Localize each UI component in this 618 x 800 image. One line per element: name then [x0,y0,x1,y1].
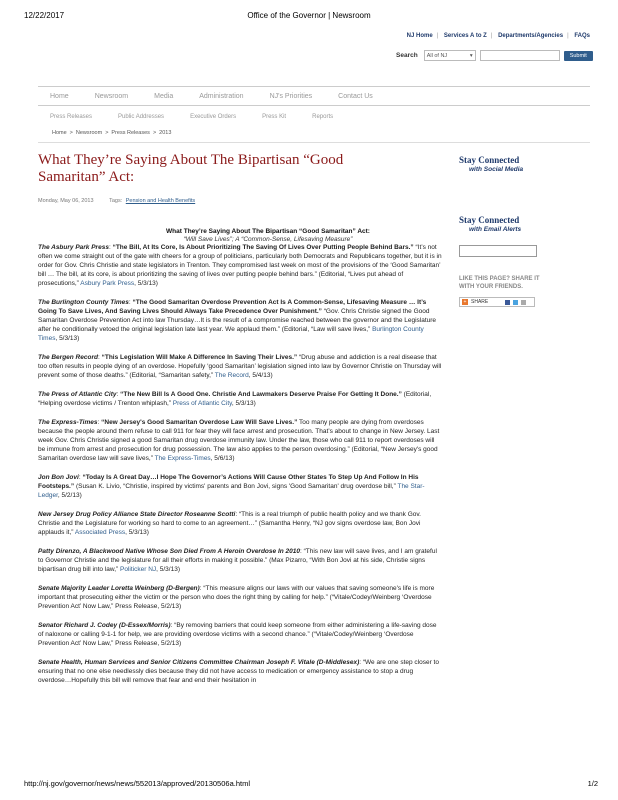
subnav-public-addresses[interactable]: Public Addresses [118,114,165,120]
print-title: Office of the Governor | Newsroom [247,11,371,20]
breadcrumb-newsroom[interactable]: Newsroom [75,130,103,136]
share-prompt: LIKE THIS PAGE? SHARE IT WITH YOUR FRIENDS. [459,276,540,290]
search-scope-value: All of NJ [426,52,448,59]
quote-paragraph: Jon Bon Jovi: “Today Is A Great Day…I Hope The Governor’s Actions Will Cause Other States To Step Up And Follow In His Footsteps.” (Susan K. Livio, “Christie, inspired by victims' parents and Bon Jovi, signs 'Good Samaritan' drug overdose bill,” The Star-Ledger, 5/2/13) [38,474,425,499]
quote-source: Patty Direnzo, A Blackwood Native Whose Son Died From A Heroin Overdose In 2010 [38,548,300,555]
divider [38,142,590,143]
quote-citation-date: , 5/4/13) [248,372,273,379]
subnav-executive-orders[interactable]: Executive Orders [190,114,237,120]
quote-source: The Press of Atlantic City [38,391,117,398]
article-body [38,221,443,685]
quote-source: Jon Bon Jovi [38,474,79,481]
quote-source: Senate Health, Human Services and Senior Citizens Committee Chairman Joseph F. Vitale (D-Middlesex) [38,659,360,666]
quote-headline: “This Legislation Will Make A Difference In Saving Their Lives.” [101,354,298,361]
source-link[interactable]: Asbury Park Press [80,280,135,287]
twitter-icon [513,300,518,305]
quote-headline: “The New Bill Is A Good One. Christie And Lawmakers Deserve Praise For Getting It Done.” [120,391,402,398]
source-link[interactable]: Politicker NJ [120,566,157,573]
quote-citation-date: , 5/3/13) [134,280,158,287]
quote-paragraph: The Press of Atlantic City: “The New Bill Is A Good One. Christie And Lawmakers Deserve Praise For Getting It Done.” (Editorial, “Helping overdose victims / Trenton whiplash,” Press of Atlantic City, 5/3/13) [38,391,432,407]
util-link-departments[interactable]: Departments/Agencies [498,33,564,39]
quote-paragraph: New Jersey Drug Policy Alliance State Director Roseanne Scotti: “This is a real triumph of public health policy and we thank Gov. Christie and the Legislature for working so hard to come to an agreement…” (Samantha Henry, “NJ gov signs overdose law, Bon Jovi applauds it,” Associated Press, 5/3/13) [38,511,421,536]
quote-paragraph: Senate Majority Leader Loretta Weinberg (D-Bergen): “This measure aligns our laws with our values that saving someone's life is more important that prosecuting either the victim or the person who does the right thing by calling for help.” (“Vitale/Codey/Weinberg ‘Overdose Prevention Act’ Now Law,” Press Release, 5/2/13) [38,585,435,610]
print-date: 12/22/2017 [24,11,65,20]
utility-nav [407,33,590,39]
quote-body: “Drug abuse and addiction is a real disease that too often results in people dying of an overdose. Hopefully ‘good Samaritan’ legislation signed into law by Governor Christie on Thursday will prevent some of those deaths.” (Editorial, “Samaritan safety,” [38,354,442,379]
separator: | [567,33,569,39]
quote-headline: “Today Is A Great Day…I Hope The Governor’s Actions Will Cause Other States To Step Up And Follow In His Footsteps.” [38,474,419,490]
quote-body: “This new law will save lives, and I am grateful to Governor Christie and the legislature for all their efforts in making it possible.” (Max Pizarro, “With Bon Jovi at his side, Christie signs bipartisan drug bill into law,” [38,548,437,573]
search-scope-select[interactable] [424,50,476,61]
page-number: 1/2 [587,779,598,788]
quote-body: “By removing barriers that could keep someone from either administering a life-saving dose of naloxone or calling 9-1-1 for help, we are providing overdose victims with a second chance.” (“Vitale/Codey/Weinberg ‘Overdose Prevention Act’ Now Law,” Press Release, 5/2/13) [38,622,437,647]
separator: > [152,130,157,136]
email-block [459,215,589,257]
quote-citation-date: , 5/3/13) [55,335,80,342]
stay-connected-email-title[interactable]: Stay Connected [459,215,520,225]
quote-headline: “The Good Samaritan Overdose Prevention Act Is A Common-Sense, Lifesaving Measure … It’s Going To Save Lives, And Saving Lives Should Always Take Precedence Over Punishment.” [38,299,427,315]
main-nav [38,86,590,106]
subnav-press-releases[interactable]: Press Releases [50,114,93,120]
nav-newsroom[interactable]: Newsroom [94,92,129,100]
quote-headline: “New Jersey's Good Samaritan Overdose Law Will Save Lives.” [101,419,298,426]
separator: > [69,130,73,136]
quote-body: “It’s not often we come straight out of the gate with cheers for a group of politicians, particularly both Democrats and Republicans together, but it is in order for Gov. Chris Christie and state legislators in Trenton. They compromised last week on most of the provisions of the ‘Good Samaritan’ bill … The bill, at its core, is about prioritizing the saving of lives over putting people behind bars.” (Editorial, “Lives put ahead of prosecutions,” [38,244,442,287]
quote-paragraph: Senator Richard J. Codey (D-Essex/Morris): “By removing barriers that could keep someone from either administering a life-saving dose of naloxone or calling 9-1-1 for help, we are providing overdose victims with a second chance.” (“Vitale/Codey/Weinberg ‘Overdose Prevention Act’ Now Law,” Press Release, 5/2/13) [38,622,437,647]
search-label: Search [396,52,418,59]
quote-paragraph: The Asbury Park Press: “The Bill, At Its Core, Is About Prioritizing The Saving Of Lives Over Putting People Behind Bars.” “It’s not often we come straight out of the gate with cheers for a group of politicians, particularly both Democrats and Republicans together, but it is in order for Gov. Chris Christie and state legislators in Trenton. They compromised last week on most of the provisions of the ‘Good Samaritan’ bill … The bill, at its core, is about prioritizing the saving of lives over putting people behind bars.” (Editorial, “Lives put ahead of prosecutions,” Asbury Park Press, 5/3/13) [38,244,442,287]
quote-paragraph: The Burlington County Times: “The Good Samaritan Overdose Prevention Act Is A Common-Sense, Lifesaving Measure … It’s Going To Save Lives, And Saving Lives Should Always Take Precedence Over Punishment.” “Gov. Chris Christie signed the Good Samaritan Overdose Prevention Act into law Thursday…It is the result of a compromise reached between the governor and the Legislature after he conditionally vetoed the original legislation late last year. We applaud them.” (Editorial, “Law will save lives,” Burlington County Times, 5/3/13) [38,299,437,342]
breadcrumb [52,130,171,136]
subnav-press-kit[interactable]: Press Kit [262,114,287,120]
stay-connected-title[interactable]: Stay Connected [459,155,520,165]
social-block [459,155,589,173]
breadcrumb-press-releases[interactable]: Press Releases [111,130,150,136]
tags-label: Tags: [109,198,123,204]
quote-body: “This measure aligns our laws with our values that saving someone's life is more important that prosecuting either the victim or the person who does the right thing by calling for help.” (“Vitale/Codey/Weinberg ‘Overdose Prevention Act’ Now Law,” Press Release, 5/2/13) [38,585,435,610]
quote-paragraph: Patty Direnzo, A Blackwood Native Whose Son Died From A Heroin Overdose In 2010: “This new law will save lives, and I am grateful to Governor Christie and the legislature for all their efforts in making it possible.” (Max Pizarro, “With Bon Jovi at his side, Christie signs bipartisan drug bill into law,” Politicker NJ, 5/3/13) [38,548,437,573]
quote-source: Senator Richard J. Codey (D-Essex/Morris) [38,622,171,629]
share-button[interactable] [459,297,535,307]
quote-body: (Susan K. Livio, “Christie, inspired by victims' parents and Bon Jovi, signs 'Good Samaritan' drug overdose bill,” [75,483,398,490]
nav-home[interactable]: Home [50,92,69,100]
article-heading: What They’re Saying About The Bipartisan “Good Samaritan” Act: [166,228,370,235]
separator: | [490,33,493,39]
quote-source: The Express-Times [38,419,98,426]
quote-paragraph: Senate Health, Human Services and Senior Citizens Committee Chairman Joseph F. Vitale (D-Middlesex): “We are one step closer to ensuring that no one else needlessly dies because they did not have access to medication or emergency assistance to stop a drug overdose…Hopefully this bill will remove that fear and end their hesitation in [38,659,439,684]
share-label: SHARE [471,299,489,305]
quote-body: “Gov. Chris Christie signed the Good Samaritan Overdose Prevention Act into law Thursday…It is the result of a compromise reached between the governor and the Legislature after he conditionally vetoed the original legislation late last year. We applaud them.” (Editorial, “Law will save lives,” [38,308,437,333]
source-link[interactable]: Press of Atlantic City [172,400,232,407]
quote-body: “This is a real triumph of public health policy and we thank Gov. Christie and the Legislature for working so hard to come to an agreement…” (Samantha Henry, “NJ gov signs overdose law, Bon Jovi applauds it,” [38,511,421,536]
quote-citation-date: , 5/3/13) [125,529,149,536]
article-meta [38,198,195,204]
nav-media[interactable]: Media [154,92,174,100]
subnav-reports[interactable]: Reports [312,114,334,120]
nav-administration[interactable]: Administration [199,92,244,100]
quote-headline: “The Bill, At Its Core, Is About Prioritizing The Saving Of Lives Over Putting People Behind Bars.” [112,244,414,251]
source-link[interactable]: The Record [214,372,249,379]
quote-source: Senate Majority Leader Loretta Weinberg (D-Bergen) [38,585,200,592]
page-title: What They’re Saying About The Bipartisan “Good Samaritan” Act: [38,152,344,185]
source-link[interactable]: Associated Press [74,529,126,536]
quote-source: New Jersey Drug Policy Alliance State Director Roseanne Scotti [38,511,236,518]
util-link-faqs[interactable]: FAQs [574,33,590,39]
sub-nav [38,110,590,124]
breadcrumb-year[interactable]: 2013 [159,130,172,136]
util-link-services[interactable]: Services A to Z [443,33,487,39]
util-link-nj-home[interactable]: NJ Home [406,33,433,39]
source-link[interactable]: The Express-Times [154,455,211,462]
quote-body: “We are one step closer to ensuring that no one else needlessly dies because they did not have access to medication or emergency assistance to stop a drug overdose…Hopefully this bill will remove that fear and end their hesitation in [38,659,439,684]
quote-source: The Burlington County Times [38,299,129,306]
quote-citation-date: , 5/3/13) [231,400,256,407]
separator: | [436,33,439,39]
quote-paragraph: The Express-Times: “New Jersey's Good Samaritan Overdose Law Will Save Lives.” Too many people are dying from overdoses because the people around them refuse to call 911 for fear they will face arrest and prosecution. That’s about to change in New Jersey. Last week Gov. Chris Christie signed a good Samaritan drug overdose immunity law. Under the law, those who call 911 to report overdoses will be immune from arrest and prosecution for drug possession. The law also applies to the person overdosing.” (Editorial, “New Jersey's good Samaritan overdose law will save lives,” The Express-Times, 5/6/13) [38,419,440,462]
article-date: Monday, May 06, 2013 [38,198,94,204]
submit-button[interactable]: Submit [564,51,593,61]
breadcrumb-home[interactable]: Home [52,130,67,136]
chevron-down-icon: ▾ [469,52,473,59]
separator: > [105,130,109,136]
tag-link[interactable]: Pension and Health Benefits [125,198,196,204]
source-link[interactable]: The Star-Ledger [38,483,425,499]
quote-citation-date: , 5/3/13) [156,566,180,573]
social-media-link[interactable]: with Social Media [469,166,524,173]
nav-priorities[interactable]: NJ's Priorities [269,92,313,100]
search-input[interactable] [480,50,560,61]
email-alerts-link[interactable]: with Email Alerts [469,226,522,233]
email-input[interactable] [459,245,537,257]
nav-contact[interactable]: Contact Us [338,92,373,100]
plus-icon: + [463,299,467,305]
facebook-icon [505,300,510,305]
quote-paragraph: The Bergen Record: “This Legislation Will Make A Difference In Saving Their Lives.” “Drug abuse and addiction is a real disease that too often results in people dying of an overdose. Hopefully ‘good Samaritan’ legislation signed into law by Governor Christie on Thursday will prevent some of those deaths.” (Editorial, “Samaritan safety,” The Record, 5/4/13) [38,354,442,379]
email-icon [521,300,526,305]
quote-list [38,243,443,685]
source-link[interactable]: Burlington County Times [38,326,424,342]
quote-source: The Asbury Park Press [38,244,109,251]
quote-citation-date: , 5/2/13) [57,492,82,499]
article-subheading: “Will Save Lives”; A “Common-Sense, Lifesaving Measure” [183,236,353,243]
footer-url: http://nj.gov/governor/news/news/552013/approved/20130506a.html [24,779,250,788]
search-bar [396,50,593,61]
quote-source: The Bergen Record [38,354,98,361]
quote-body: (Editorial, “Helping overdose victims / Trenton whiplash,” [38,391,432,407]
quote-citation-date: , 5/6/13) [210,455,235,462]
quote-body: Too many people are dying from overdoses because the people around them refuse to call 911 for fear they will face arrest and prosecution. That’s about to change in New Jersey. Last week Gov. Chris Christie signed a good Samaritan drug overdose immunity law. Under the law, those who call 911 to report overdoses will be immune from arrest and prosecution for drug possession. The law also applies to the person overdosing.” (Editorial, “New Jersey's good Samaritan overdose law will save lives,” [38,419,440,462]
